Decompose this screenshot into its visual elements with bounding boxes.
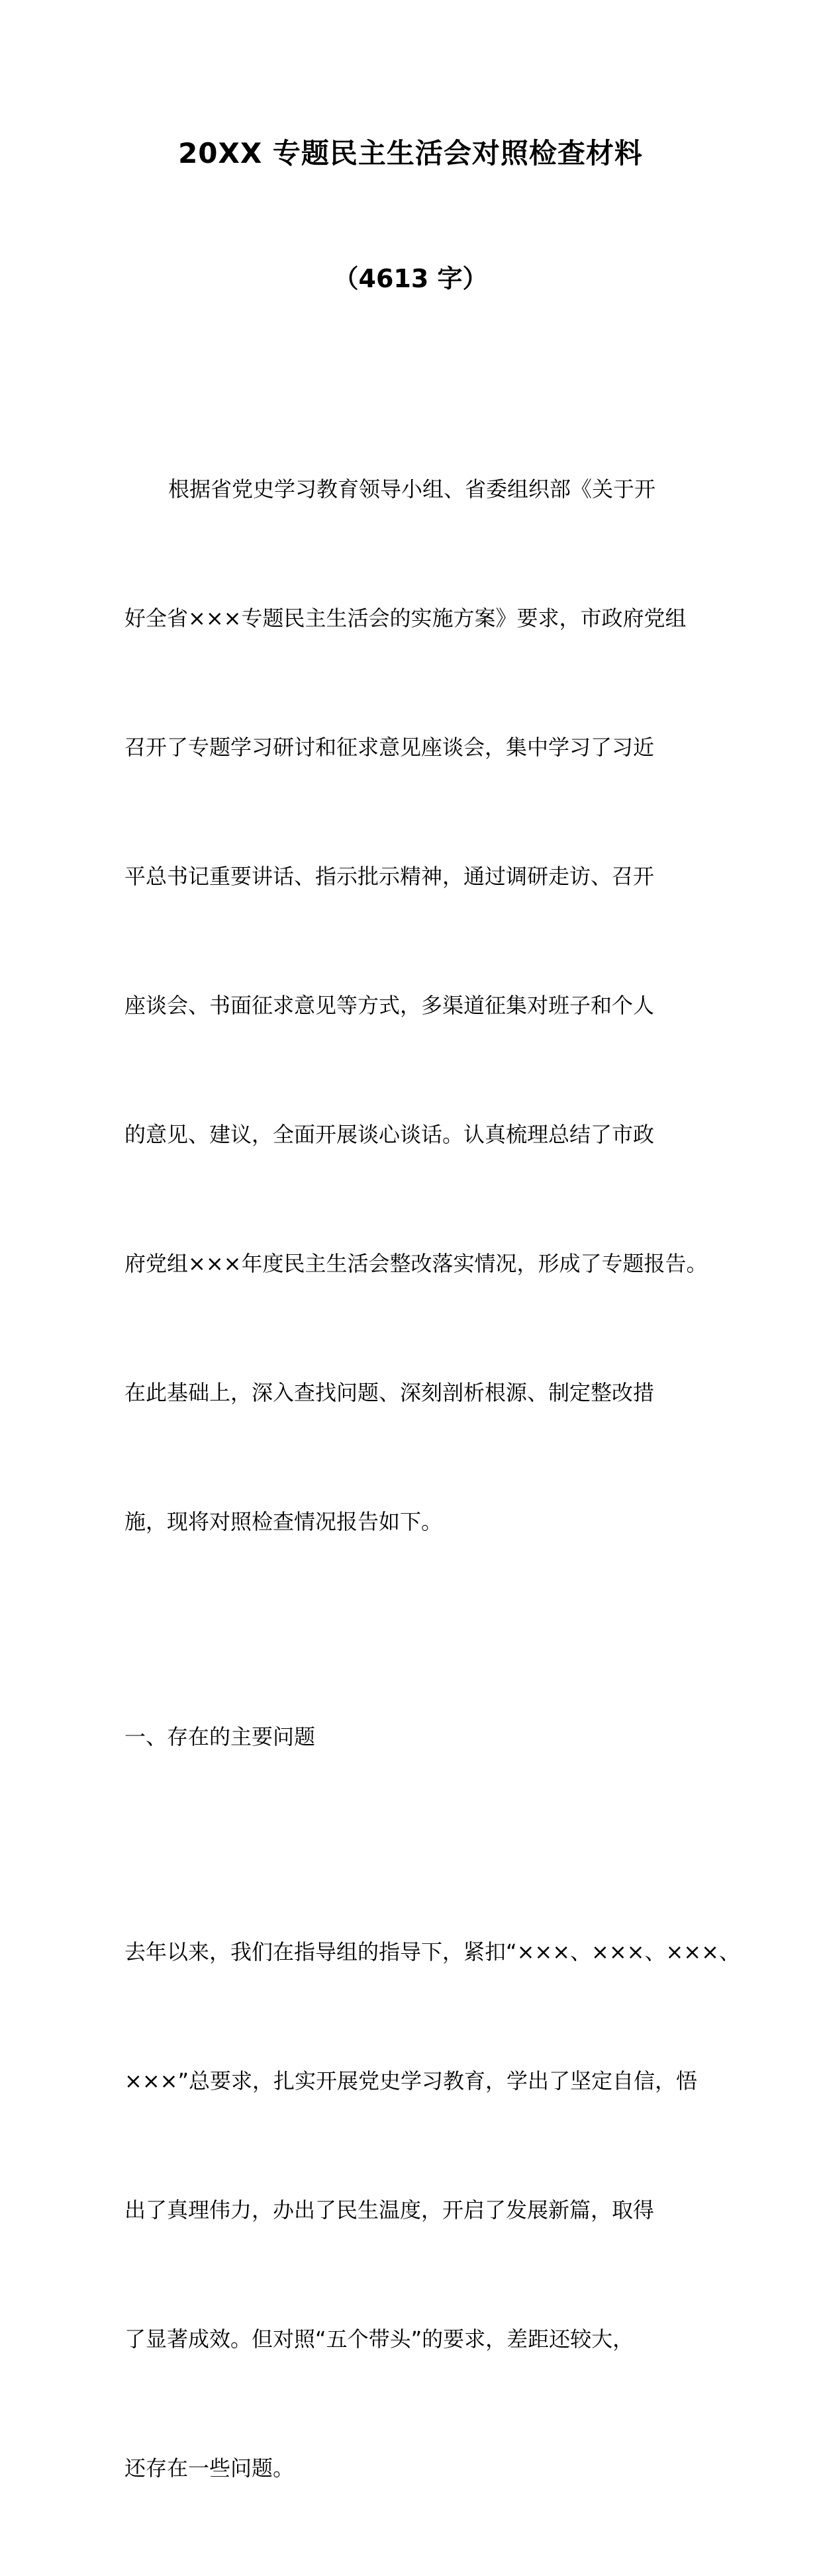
paragraph-line: 根据省党史学习教育领导小组、省委组织部《关于开	[168, 477, 656, 502]
paragraph-line: 的意见、建议，全面开展谈心谈话。认真梳理总结了市政	[124, 1122, 655, 1147]
paragraph-line: 在此基础上，深入查找问题、深刻剖析根源、制定整改措	[124, 1380, 655, 1405]
section-paragraph	[124, 1845, 740, 2576]
paragraph-line: 座谈会、书面征求意见等方式，多渠道征集对班子和个人	[124, 993, 655, 1018]
paragraph-line: 召开了专题学习研讨和征求意见座谈会，集中学习了习近	[124, 735, 655, 760]
section-heading	[124, 1630, 707, 1845]
paragraph-line: 施，现将对照检查情况报告如下。	[124, 1509, 443, 1534]
paragraph-line: 好全省×××专题民主生活会的实施方案》要求，市政府党组	[124, 606, 687, 631]
intro-paragraph	[124, 382, 707, 1630]
paragraph-line: 出了真理伟力，办出了民生温度，开启了发展新篇，取得	[124, 2197, 655, 2223]
paragraph-line: 去年以来，我们在指导组的指导下，紧扣“×××、×××、×××、	[124, 1939, 740, 1964]
document-title: 20XX 专题民主生活会对照检查材料	[178, 137, 643, 169]
paragraph-line: 还存在一些问题。	[124, 2456, 295, 2481]
document-body	[124, 382, 740, 2576]
paragraph-line: 府党组×××年度民主生活会整改落实情况，形成了专题报告。	[124, 1251, 708, 1276]
paragraph-line: 平总书记重要讲话、指示批示精神，通过调研走访、召开	[124, 864, 655, 889]
paragraph-line: ×××”总要求，扎实开展党史学习教育，学出了坚定自信，悟	[124, 2068, 698, 2093]
section-heading-text: 一、存在的主要问题	[124, 1724, 316, 1749]
paragraph-line: 了显著成效。但对照“五个带头”的要求，差距还较大，	[124, 2326, 634, 2352]
word-count-subtitle: （4613 字）	[333, 264, 488, 293]
